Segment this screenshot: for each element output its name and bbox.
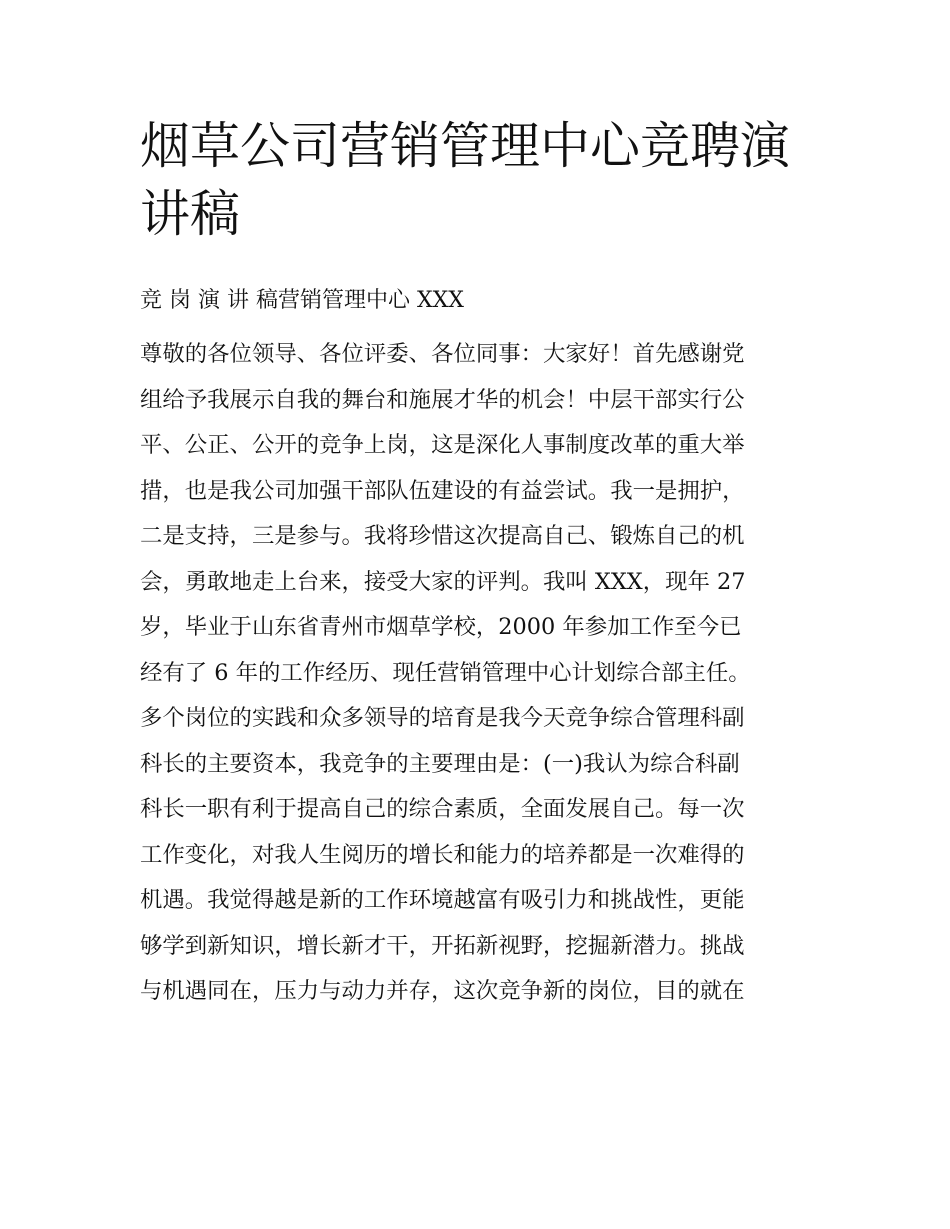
- body-line: 经有了 6 年的工作经历、现任营销管理中心计划综合部主任。: [140, 659, 751, 686]
- body-line: 岁，毕业于山东省青州市烟草学校，2000 年参加工作至今已: [140, 614, 742, 640]
- document-body: [140, 332, 830, 1015]
- body-line: 工作变化，对我人生阅历的增长和能力的培养都是一次难得的: [140, 841, 745, 868]
- body-line: 尊敬的各位领导、各位评委、各位同事：大家好！首先感谢党: [140, 341, 745, 367]
- body-line: 措，也是我公司加强干部队伍建设的有益尝试。我一是拥护，: [140, 477, 745, 504]
- body-line: 组给予我展示自我的舞台和施展才华的机会！中层干部实行公: [140, 386, 745, 413]
- document-title: 烟草公司营销管理中心竞聘演讲稿: [140, 117, 790, 243]
- body-line: 够学到新知识，增长新才干，开拓新视野，挖掘新潜力。挑战: [140, 932, 745, 959]
- body-line: 机遇。我觉得越是新的工作环境越富有吸引力和挑战性，更能: [140, 887, 745, 913]
- body-line: 多个岗位的实践和众多领导的培育是我今天竞争综合管理科副: [140, 705, 745, 731]
- body-line: 平、公正、公开的竞争上岗，这是深化人事制度改革的重大举: [140, 432, 745, 458]
- document-subtitle: 竞 岗 演 讲 稿营销管理中心 XXX: [140, 288, 464, 313]
- body-line: 科长的主要资本，我竞争的主要理由是：(一)我认为综合科副: [140, 750, 740, 777]
- body-line: 二是支持，三是参与。我将珍惜这次提高自己、锻炼自己的机: [140, 523, 745, 549]
- body-line: 会，勇敢地走上台来，接受大家的评判。我叫 XXX，现年 27: [140, 568, 746, 595]
- body-line: 科长一职有利于提高自己的综合素质，全面发展自己。每一次: [140, 796, 745, 822]
- body-line: 与机遇同在，压力与动力并存，这次竞争新的岗位，目的就在: [140, 978, 745, 1004]
